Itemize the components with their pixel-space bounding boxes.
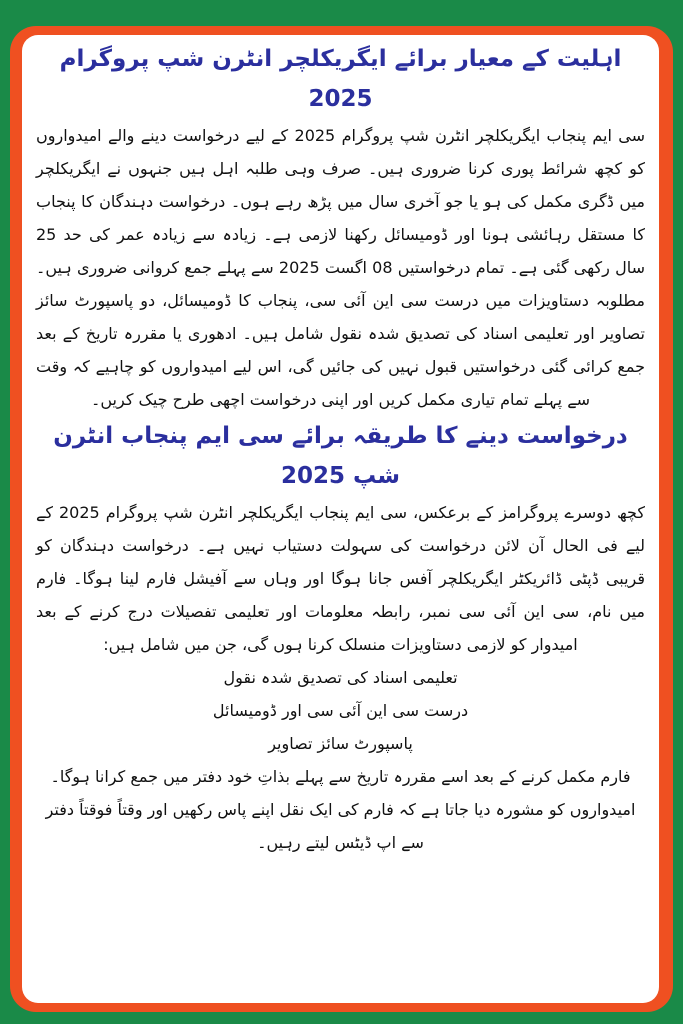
content-panel (22, 35, 659, 1003)
advice-note: امیدواروں کو مشورہ دیا جاتا ہے کہ فارم کی ایک نقل اپنے پاس رکھیں اور وقتاً فوقتاً دفتر سے اپ ڈیٹس لیتے رہیں۔ (45, 800, 636, 852)
article-body (22, 35, 659, 859)
application-method-heading: درخواست دینے کا طریقہ برائے سی ایم پنجاب انٹرن شپ 2025 (53, 423, 628, 489)
list-item: تعلیمی اسناد کی تصدیق شدہ نقول (223, 668, 458, 687)
required-documents-list (36, 661, 645, 760)
eligibility-heading: اہلیت کے معیار برائے ایگریکلچر انٹرن شپ پروگرام 2025 (59, 46, 622, 112)
submission-note: فارم مکمل کرنے کے بعد اسے مقررہ تاریخ سے پہلے بذاتِ خود دفتر میں جمع کرانا ہوگا۔ (50, 767, 631, 786)
list-item: درست سی این آئی سی اور ڈومیسائل (212, 701, 469, 720)
application-method-paragraph: کچھ دوسرے پروگرامز کے برعکس، سی ایم پنجاب ایگریکلچر انٹرن شپ پروگرام 2025 کے لیے فی الحال آن لائن درخواست کی سہولت دستیاب نہیں ہے۔ درخواست دہندگان کو قریبی ڈپٹی ڈائریکٹر ایگریکلچر آفس جانا ہوگا اور وہاں سے آفیشل فارم لینا ہوگا۔ فارم میں نام، سی این آئی سی نمبر، رابطہ معلومات اور تعلیمی تفصیلات درج کرنے کے بعد امیدوار کو لازمی دستاویزات منسلک کرنا ہوں گی، جن میں شامل ہیں: (36, 503, 645, 654)
eligibility-paragraph: سی ایم پنجاب ایگریکلچر انٹرن شپ پروگرام 2025 کے لیے درخواست دینے والے امیدواروں کو کچھ شرائط پوری کرنا ضروری ہیں۔ صرف وہی طلبہ اہل ہیں جنہوں نے ایگریکلچر میں ڈگری مکمل کی ہو یا جو آخری سال میں پڑھ رہے ہوں۔ درخواست دہندگان کا پنجاب کا مستقل رہائشی ہونا اور ڈومیسائل رکھنا لازمی ہے۔ زیادہ سے زیادہ عمر کی حد 25 سال رکھی گئی ہے۔ تمام درخواستیں 08 اگست 2025 سے پہلے جمع کروانی ضروری ہیں۔ مطلوبہ دستاویزات میں درست سی این آئی سی، پنجاب کا ڈومیسائل، دو پاسپورٹ سائز تصاویر اور تعلیمی اسناد کی تصدیق شدہ نقول شامل ہیں۔ ادھوری یا مقررہ تاریخ کے بعد جمع کرائی گئی درخواستیں قبول نہیں کی جائیں گی، اس لیے امیدواروں کو چاہیے کہ وقت سے پہلے تمام تیاری مکمل کریں اور اپنی درخواست اچھی طرح چیک کریں۔ (36, 126, 646, 409)
list-item: پاسپورٹ سائز تصاویر (268, 734, 413, 753)
